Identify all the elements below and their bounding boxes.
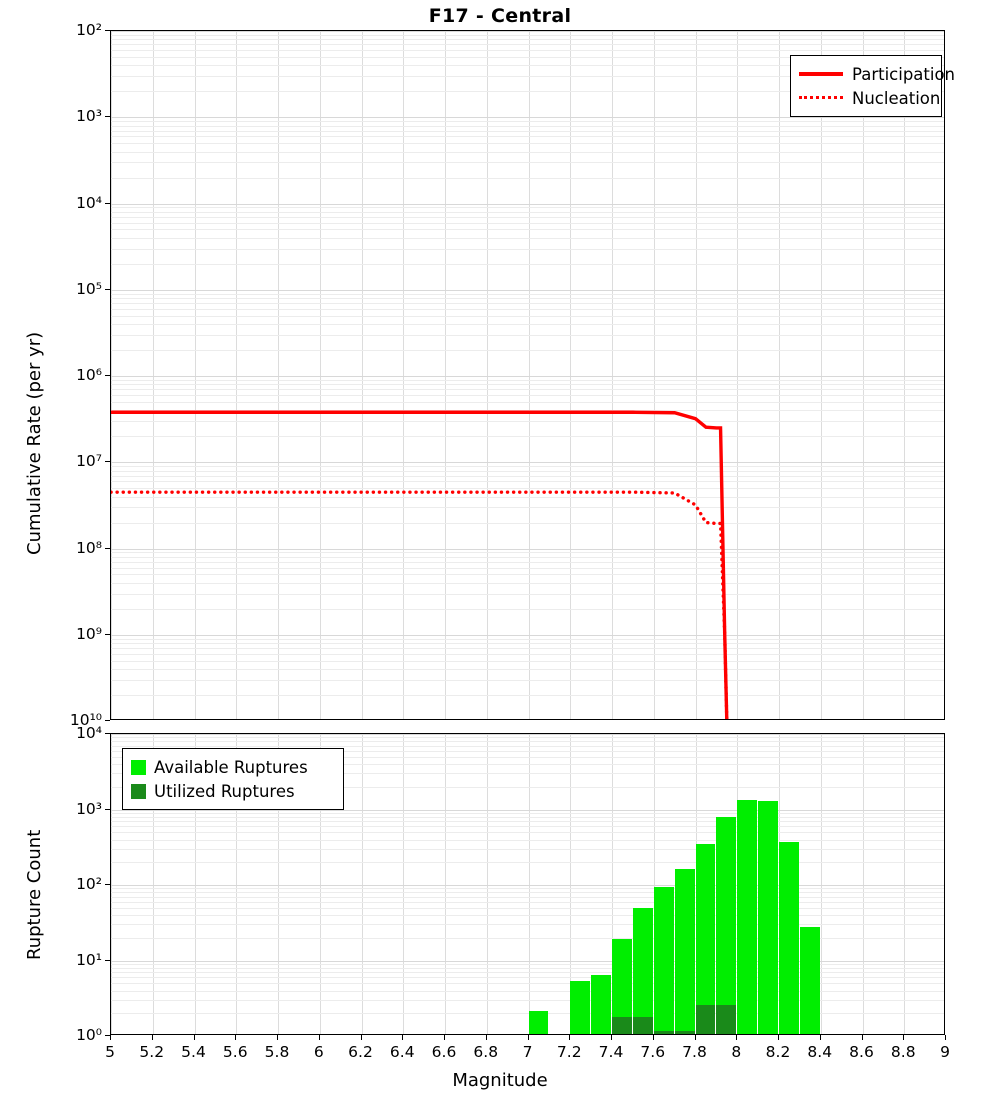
x-axis-tick-label: 6.4 (389, 1043, 415, 1061)
bar-available-rupture (654, 887, 674, 1034)
legend-item-utilized-ruptures (131, 779, 334, 803)
x-axis-tick-label: 7 (522, 1043, 533, 1061)
y-axis-tick-mark (105, 203, 110, 204)
legend-label: Utilized Ruptures (154, 781, 295, 801)
x-axis-tick-label: 8.4 (807, 1043, 833, 1061)
bar-utilized-rupture (612, 1017, 632, 1034)
x-axis-tick-mark (319, 1035, 320, 1040)
gridline-horizontal (111, 897, 944, 898)
bar-available-rupture (800, 927, 820, 1034)
y-axis-tick-label: 10³ (76, 799, 102, 818)
bar-available-rupture (737, 800, 757, 1034)
x-axis-tick-mark (110, 1035, 111, 1040)
x-axis-tick-mark (569, 1035, 570, 1040)
series-nucleation (111, 492, 727, 720)
y-axis-tick-mark (105, 634, 110, 635)
gridline-horizontal (111, 902, 944, 903)
gridline-horizontal (111, 821, 944, 822)
series-participation (111, 412, 727, 720)
x-axis-tick-label: 9 (940, 1043, 950, 1061)
gridline-horizontal (111, 737, 944, 738)
gridline-vertical (821, 734, 822, 1034)
gridline-vertical (529, 734, 530, 1034)
y-axis-tick-label: 10² (76, 21, 102, 39)
x-axis-tick-label: 5.6 (222, 1043, 248, 1061)
x-axis-tick-label: 5 (105, 1043, 115, 1061)
gridline-horizontal (111, 915, 944, 916)
gridline-horizontal (111, 840, 944, 841)
legend-label: Available Ruptures (154, 757, 308, 777)
y-axis-tick-label: 10¹⁰ (69, 711, 102, 729)
y-axis-tick-label: 10⁷ (76, 452, 102, 471)
x-axis-tick-label: 7.6 (640, 1043, 666, 1061)
x-axis-tick-label: 8 (731, 1043, 742, 1061)
gridline-vertical (863, 734, 864, 1034)
x-axis-tick-mark (444, 1035, 445, 1040)
x-axis-tick-mark (695, 1035, 696, 1040)
bar-available-rupture (529, 1011, 549, 1034)
bar-available-rupture (779, 842, 799, 1034)
x-axis-tick-mark (361, 1035, 362, 1040)
x-axis-tick-mark (152, 1035, 153, 1040)
gridline-horizontal (111, 888, 944, 889)
bottom-panel-legend (122, 748, 344, 810)
utilized-ruptures-swatch (131, 784, 146, 799)
x-axis-tick-mark (402, 1035, 403, 1040)
x-axis-tick-mark (486, 1035, 487, 1040)
y-axis-tick-mark (105, 548, 110, 549)
bar-utilized-rupture (675, 1031, 695, 1034)
gridline-horizontal (111, 832, 944, 833)
y-axis-tick-label: 10⁵ (76, 279, 102, 298)
bar-available-rupture (758, 801, 778, 1034)
x-axis-tick-label: 7.4 (598, 1043, 624, 1061)
x-axis-tick-label: 8.6 (849, 1043, 874, 1061)
x-axis-tick-mark (736, 1035, 737, 1040)
x-axis-tick-label: 7.2 (556, 1043, 582, 1061)
x-axis-tick-label: 5.8 (264, 1043, 290, 1061)
gridline-vertical (111, 734, 112, 1034)
bar-utilized-rupture (654, 1031, 674, 1034)
x-axis-tick-label: 5.4 (181, 1043, 206, 1061)
x-axis-tick-label: 6.6 (431, 1043, 457, 1061)
gridline-horizontal (111, 746, 944, 747)
y-axis-tick-mark (105, 116, 110, 117)
y-axis-tick-label: 10³ (76, 107, 102, 126)
bar-available-rupture (591, 975, 611, 1034)
gridline-horizontal (111, 817, 944, 818)
rate-curves (111, 31, 945, 720)
bottom-panel-ylabel: Rupture Count (24, 829, 45, 960)
x-axis-tick-label: 5.2 (139, 1043, 165, 1061)
x-axis-tick-label: 6 (313, 1043, 324, 1061)
dotted-line-icon (799, 89, 843, 107)
legend-label: Participation (852, 64, 956, 84)
y-axis-tick-label: 10⁹ (76, 624, 102, 643)
x-axis-tick-label: 6.2 (348, 1043, 373, 1061)
x-axis-label: Magnitude (452, 1070, 548, 1091)
bar-utilized-rupture (696, 1005, 716, 1034)
gridline-horizontal (111, 826, 944, 827)
bar-utilized-rupture (633, 1017, 653, 1034)
gridline-vertical (904, 734, 905, 1034)
bar-available-rupture (633, 908, 653, 1034)
top-panel-ylabel: Cumulative Rate (per yr) (24, 331, 45, 555)
y-axis-tick-label: 10⁴ (76, 724, 102, 742)
y-axis-tick-label: 10⁴ (76, 193, 102, 212)
gridline-horizontal (111, 885, 944, 886)
bar-available-rupture (716, 817, 736, 1035)
gridline-horizontal (111, 849, 944, 850)
y-axis-tick-label: 10² (76, 875, 102, 893)
x-axis-tick-label: 6.8 (473, 1043, 499, 1061)
y-axis-tick-label: 10⁶ (76, 366, 102, 384)
y-axis-tick-mark (105, 461, 110, 462)
available-ruptures-swatch (131, 760, 146, 775)
gridline-horizontal (111, 924, 944, 925)
legend-item-available-ruptures (131, 755, 334, 779)
legend-item-participation (799, 62, 956, 86)
gridline-vertical (403, 734, 404, 1034)
x-axis-tick-mark (820, 1035, 821, 1040)
y-axis-tick-mark (105, 30, 110, 31)
y-axis-tick-label: 10⁰ (76, 1026, 102, 1044)
x-axis-tick-mark (277, 1035, 278, 1040)
y-axis-tick-label: 10⁸ (76, 538, 102, 557)
gridline-vertical (362, 734, 363, 1034)
x-axis-tick-mark (194, 1035, 195, 1040)
x-axis-tick-mark (903, 1035, 904, 1040)
y-axis-tick-mark (105, 375, 110, 376)
x-axis-tick-label: 8.8 (890, 1043, 916, 1061)
x-axis-tick-mark (653, 1035, 654, 1040)
gridline-horizontal (111, 734, 944, 735)
cumulative-rate-plot (110, 30, 945, 720)
top-panel-legend (790, 55, 956, 117)
y-axis-tick-mark (105, 289, 110, 290)
gridline-vertical (445, 734, 446, 1034)
x-axis-tick-mark (611, 1035, 612, 1040)
x-axis-tick-mark (945, 1035, 946, 1040)
x-axis-tick-label: 8.2 (765, 1043, 791, 1061)
bar-available-rupture (570, 981, 590, 1034)
x-axis-tick-label: 7.8 (682, 1043, 707, 1061)
x-axis-tick-mark (235, 1035, 236, 1040)
y-axis-tick-mark (105, 720, 110, 721)
y-axis-tick-mark (105, 809, 110, 810)
gridline-vertical (487, 734, 488, 1034)
gridline-horizontal (111, 862, 944, 863)
x-axis-tick-mark (778, 1035, 779, 1040)
gridline-horizontal (111, 741, 944, 742)
y-axis-tick-label: 10¹ (76, 950, 102, 969)
gridline-horizontal (111, 813, 944, 814)
x-axis-tick-mark (528, 1035, 529, 1040)
bar-utilized-rupture (716, 1005, 736, 1034)
bar-available-rupture (675, 869, 695, 1034)
solid-line-icon (799, 65, 843, 83)
legend-label: Nucleation (852, 88, 941, 108)
gridline-horizontal (111, 908, 944, 909)
x-axis-tick-mark (862, 1035, 863, 1040)
y-axis-tick-mark (105, 960, 110, 961)
gridline-horizontal (111, 892, 944, 893)
page-title: F17 - Central (428, 5, 572, 27)
y-axis-tick-mark (105, 884, 110, 885)
y-axis-tick-mark (105, 733, 110, 734)
legend-item-nucleation (799, 86, 941, 110)
